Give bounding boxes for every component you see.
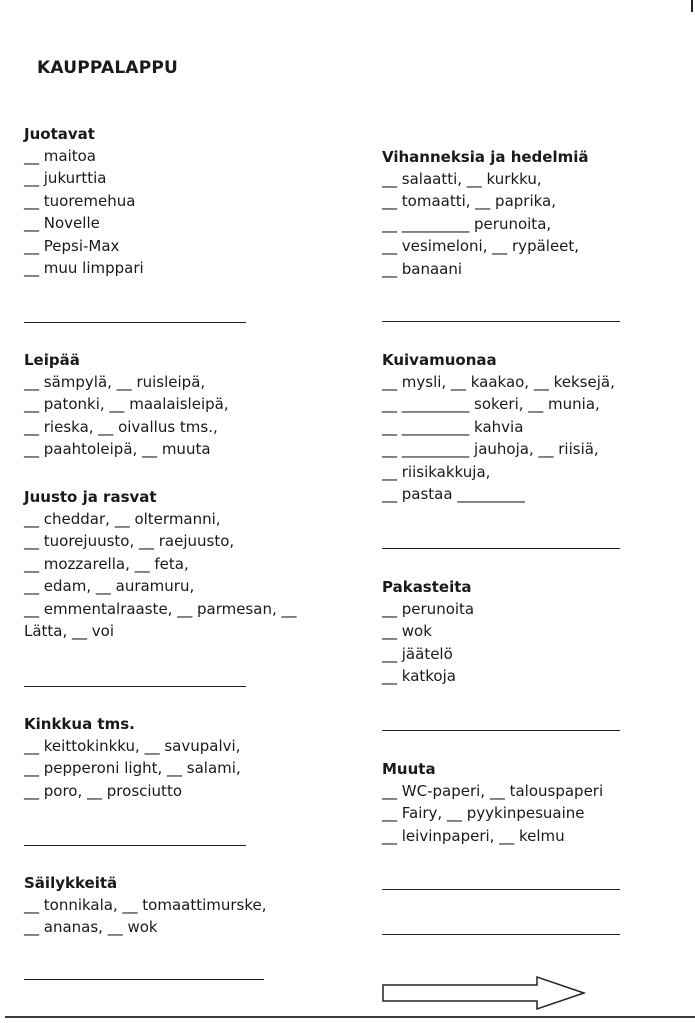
list-item: Lätta, __ voi <box>24 621 115 640</box>
page-edge-mark <box>691 0 693 12</box>
list-item: __ tomaatti, __ paprika, <box>382 192 557 211</box>
list-item: __ jäätelö <box>382 644 453 663</box>
section-juotavat <box>24 123 144 279</box>
list-item: __ emmentalraaste, __ parmesan, __ <box>24 599 297 618</box>
write-in-line <box>382 548 620 549</box>
page-title: KAUPPALAPPU <box>37 58 179 78</box>
section-title: Kuivamuonaa <box>382 351 497 369</box>
list-item: __ muu limppari <box>24 258 144 277</box>
list-item: __ paahtoleipä, __ muuta <box>24 440 211 459</box>
section-leipaa <box>24 349 229 461</box>
section-vihanneksia <box>382 146 589 280</box>
list-item: __ pastaa _________ <box>382 484 525 503</box>
list-item: __ ananas, __ wok <box>24 918 158 937</box>
list-item: __ patonki, __ maalaisleipä, <box>24 395 229 414</box>
section-pakasteita <box>382 576 474 688</box>
list-item: __ vesimeloni, __ rypäleet, <box>382 237 580 256</box>
list-item: __ tuorejuusto, __ raejuusto, <box>24 532 235 551</box>
list-item: __ rieska, __ oivallus tms., <box>24 417 218 436</box>
list-item: __ Novelle <box>24 214 100 233</box>
write-in-line <box>382 889 620 890</box>
list-item: __ pepperoni light, __ salami, <box>24 759 241 778</box>
list-item: __ cheddar, __ oltermanni, <box>24 510 221 528</box>
list-item: __ WC-paperi, __ talouspaperi <box>382 782 604 800</box>
list-item: __ mysli, __ kaakao, __ keksejä, <box>382 373 615 391</box>
section-title: Kinkkua tms. <box>24 715 135 733</box>
section-title: Säilykkeitä <box>24 874 118 892</box>
write-in-line <box>382 934 620 935</box>
list-item: __ _________ jauhoja, __ riisiä, <box>382 440 599 459</box>
write-in-line <box>24 686 246 687</box>
section-title: Pakasteita <box>382 578 472 596</box>
section-title: Vihanneksia ja hedelmiä <box>382 148 589 166</box>
list-item: __ riisikakkuja, <box>382 462 491 481</box>
list-item: __ leivinpaperi, __ kelmu <box>382 826 565 845</box>
list-item: __ banaani <box>382 259 463 278</box>
list-item: __ tonnikala, __ tomaattimurske, <box>24 896 267 914</box>
list-item: __ _________ sokeri, __ munia, <box>382 395 600 414</box>
page-edge-line <box>5 1016 695 1018</box>
section-muuta <box>382 758 603 847</box>
list-item: __ mozzarella, __ feta, <box>24 554 189 573</box>
list-item: __ _________ perunoita, <box>382 214 552 233</box>
list-item: __ poro, __ prosciutto <box>24 781 182 800</box>
list-item: __ maitoa <box>24 147 96 165</box>
list-item: __ Fairy, __ pyykinpesuaine <box>382 804 585 823</box>
list-item: __ wok <box>382 622 432 641</box>
list-item: __ keittokinkku, __ savupalvi, <box>24 737 241 755</box>
write-in-line <box>24 979 264 980</box>
section-kuivamuonaa <box>382 349 615 505</box>
section-title: Muuta <box>382 760 436 778</box>
write-in-line <box>24 845 246 846</box>
list-item: __ Pepsi-Max <box>24 236 120 255</box>
section-title: Leipää <box>24 351 80 369</box>
list-item: __ _________ kahvia <box>382 417 524 436</box>
write-in-line <box>382 730 620 731</box>
list-item: __ edam, __ auramuru, <box>24 577 195 596</box>
list-item: __ perunoita <box>382 600 475 618</box>
section-title: Juotavat <box>24 125 95 143</box>
section-kinkkua <box>24 713 241 802</box>
list-item: __ tuoremehua <box>24 191 136 210</box>
list-item: __ salaatti, __ kurkku, <box>382 170 542 188</box>
write-in-line <box>24 322 246 323</box>
section-title: Juusto ja rasvat <box>24 488 157 506</box>
section-sailykkeita <box>24 872 267 939</box>
list-item: __ jukurttia <box>24 169 107 188</box>
write-in-line <box>382 321 620 322</box>
list-item: __ katkoja <box>382 667 456 686</box>
arrow-right-icon <box>382 975 587 1011</box>
list-item: __ sämpylä, __ ruisleipä, <box>24 373 206 391</box>
section-juusto-ja-rasvat <box>24 486 296 642</box>
